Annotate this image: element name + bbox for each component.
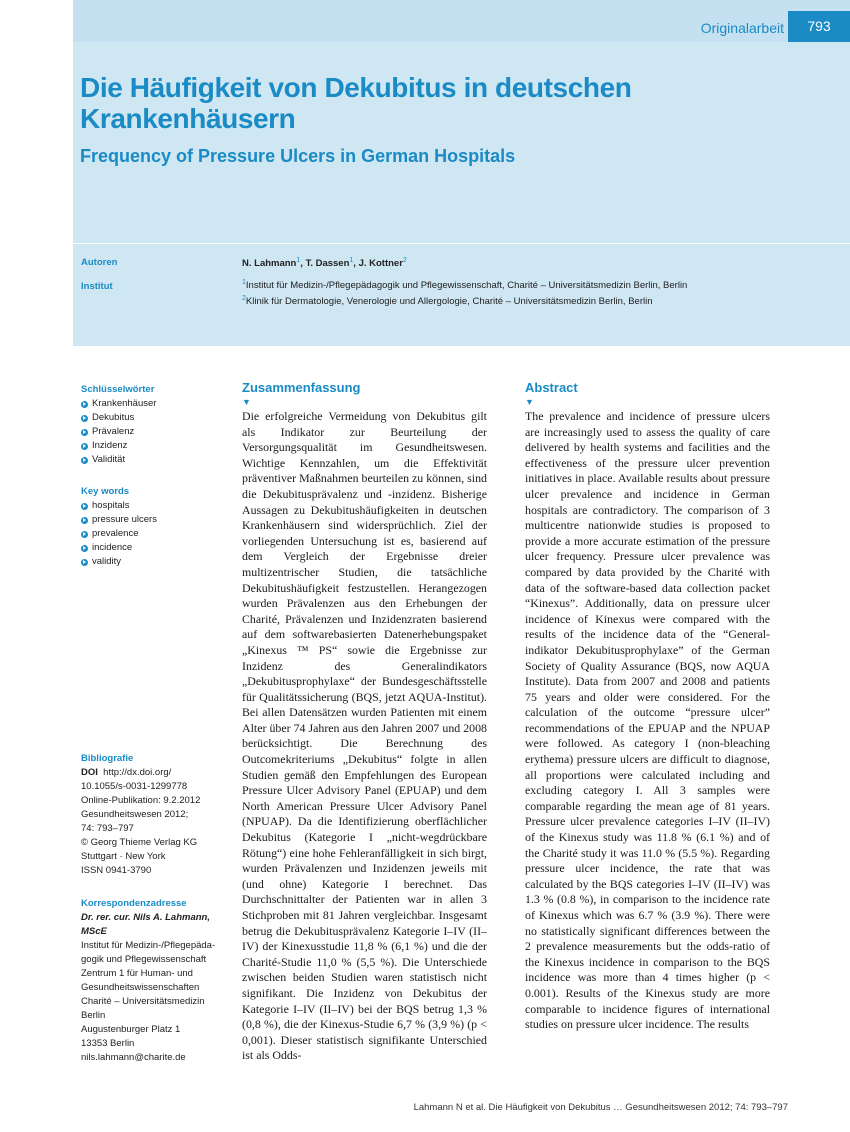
author-name: N. Lahmann [242,258,297,270]
keyword-item [81,513,231,527]
author-list: N. Lahmann$^1$, T. Dassen$^1$, J. Kottner$^2$ [242,257,407,270]
journal-pages: 74: 793–797 [81,823,134,834]
doi-url: http://dx.doi.org/ [103,767,172,778]
corr-address-line: gogik und Pflegewissenschaft [81,954,207,965]
arrow-bullet-icon [81,503,88,510]
authors-label: Autoren [81,257,118,268]
keyword-item [81,453,231,467]
keywords-de-heading: Schlüsselwörter [81,384,155,395]
institute-2 [242,295,653,307]
keyword-item [81,555,231,569]
doi-label: DOI [81,767,98,778]
arrow-bullet-icon [81,429,88,436]
abstract-english [525,380,770,1033]
keyword-item [81,541,231,555]
keyword-text: Inzidenz [92,440,128,451]
keyword-item [81,425,231,439]
abstract-english-text: The prevalence and incidence of pressure ulcers are increasingly used to assess the quality of care delivered by health systems and facilities and the effectiveness of the pressure ulcer prevention initiatives in place. Available results about pressure ulcer prevalence and incidence in German hospitals are contradictory. The comparison of 3 multicentre nationwide studies is proposed to provide a more accurate estimation of the pressure ulcer frequency. Pressure ulcer prevalence was compared by data provided by the Charité with data of the software-based data collection packet “Kinexus”. Additionally, data on pressure ulcer incidence of Kinexus were compared with the results of the incidence data of the “General-indikator Dekubitusprophylaxe” of the German Society of Quality Assurance (BQS, now AQUA Institute). Data from 2007 and 2008 and patients 75 years and older were considered. For the calculation of the outcome “pressure ulcer” recommendations of the EPUAP and the NPUAP were followed. As category I (non-bleaching erythema) pressure ulcers are difficult to diagnose, all proportions were calculated including and excluding category I. All 3 samples were comparable regarding the mean age of 81 years. Pressure ulcer prevalence categories I–IV (II–IV) of the Kinexus study was 11.8 % (6.1 %) and of the Charité study it was 11.0 % (5.5 %). Regarding pressure ulcer incidence, the rate that was calculated by the BQS categories I–IV (II–IV) was 1.3 % (0.8 %), in comparison to the incidence rate of Kinexus which was 6.7 % (3.9 %). There were no statistically significant differences between the 2 prevalence measurements but the odds-ratio of the Kinexus incidence in comparison to the BQS incidence was more than 4 times higher (p < 0.001). Results of the Kinexus study are more comparable to incidence figures of international studies on pressure ulcer incidence. The results [525,409,770,1032]
affiliation-mark: 2 [402,257,407,264]
abstract-german-text: Die erfolgreiche Vermeidung von Dekubitus gilt als Indikator zur Beurteilung der Versorgungsqualität im Gesundheitswesen. Wichtige Kennzahlen, um die Effektivität präventiver Maßnahmen beurteilen zu können, sind die Dekubitusprävalenz und -inzidenz. Bisherige Aussagen zu Dekubitushäufigkeiten in deutschen Krankenhäusern sind widersprüchlich. Ziel der vorliegenden Untersuchung ist es, basierend auf dem Vergleich der Ergebnisse dreier multizentrischer Studien, die tatsächliche Dekubitushäufigkeit festzustellen. Herangezogen wurden Prävalenzen aus den Erhebungen der Charité, Prävalenzen und Inzidenzraten basierend auf dem softwarebasierten Datenerhebungspaket „Kinexus ™ PS“ sowie die Ergebnisse zur Inzidenz des Generalindikators „Dekubitusprophylaxe“ der Bundesgeschäftsstelle für Qualitätssicherung (BQS, jetzt AQUA-Institut). Bei allen Datensätzen wurden Patienten mit einem Alter über 74 Jahren aus den Jahren 2007 und 2008 berücksichtigt. Die Berechnung des Outcomekriteriums „Dekubitus“ folgte in allen Studien gemäß den Empfehlungen des European Pressure Ulcer Advisory Panel (EPUAP) und dem North American Pressure Ulcer Advisory Panel (NPUAP). Da die Identifizierung oberflächlicher Dekubitus (Kategorie I „nicht-wegdrückbare Rötung“) eine hohe Fehleranfälligkeit in sich birgt, wurden Prävalenzen und Inzidenzen jeweils mit (und ohne) Kategorie I berechnet. Das Durchschnittalter der Patienten war in allen 3 Stichproben mit 81 Jahren vergleichbar. Insgesamt betrug die Dekubitusprävalenz Kategorie I–IV (II–IV) der Kinexusstudie 11,8 % (6,1 %) und die der Charité-Studie 11,0 % (5,5 %). Die Unterschiede zwischen beiden Studien waren statistisch nicht signifikant. Die Inzidenz von Dekubitus der Kategorie I–IV (II–IV) bei der BQS betrug 1,3 % (0,8 %), die der Kinexus-Studie 6,7 % (3,9 %) (p < 0,001). Dieser statistisch signifikante Unterschied ist als Odds- [242,409,488,1063]
keyword-text: incidence [92,542,133,553]
correspondence-heading: Korrespondenzadresse [81,898,187,909]
corr-address-line: Charité – Universitätsmedizin [81,996,205,1007]
keyword-item [81,439,231,453]
page-number: 793 [788,11,850,42]
bibliography-heading: Bibliografie [81,753,134,764]
article-title-german: Die Häufigkeit von Dekubitus in deutschen Krankenhäusern [80,72,632,134]
institute-text: Institut für Medizin-/Pflegepädagogik und Pflegewissenschaft, Charité – Universitätsmedizin Berlin, Berlin [245,280,688,292]
publisher-place: Stuttgart · New York [81,851,166,862]
keyword-text: prevalence [92,528,139,539]
keyword-text: hospitals [92,500,130,511]
keyword-item [81,527,231,541]
abstract-english-heading: Abstract [525,380,578,395]
abstract-german-heading: Zusammenfassung [242,380,361,395]
keywords-de [81,383,231,467]
affiliation-mark: 1 [349,257,354,264]
copyright: © Georg Thieme Verlag KG [81,837,198,848]
corr-name-degree: MScE [81,926,107,937]
section-marker-icon: ▼ [525,397,534,407]
keyword-text: Validität [92,454,126,465]
keyword-text: Krankenhäuser [92,398,157,409]
corr-address-line: Institut für Medizin-/Pflegepäda- [81,940,216,951]
arrow-bullet-icon [81,531,88,538]
arrow-bullet-icon [81,443,88,450]
arrow-bullet-icon [81,517,88,524]
corr-address-line: Augustenburger Platz 1 [81,1024,181,1035]
corr-email: nils.lahmann@charite.de [81,1052,186,1063]
doi-number: 10.1055/s-0031-1299778 [81,781,188,792]
corr-address-line: 13353 Berlin [81,1038,135,1049]
affiliation-mark: 1 [242,279,246,286]
arrow-bullet-icon [81,559,88,566]
affiliation-mark: 1 [296,257,301,264]
affiliation-mark: 2 [242,295,246,302]
journal-name: Gesundheitswesen 2012; [81,809,189,820]
correspondence [81,897,231,1065]
keywords-en-heading: Key words [81,486,130,497]
keyword-item [81,499,231,513]
corr-address-line: Gesundheitswissenschaften [81,982,200,993]
corr-address-line: Zentrum 1 für Human- und [81,968,193,979]
doi-line [81,766,231,780]
keyword-text: Prävalenz [92,426,135,437]
keyword-text: Dekubitus [92,412,135,423]
arrow-bullet-icon [81,401,88,408]
abstract-german [242,380,487,1064]
online-date: Online-Publikation: 9.2.2012 [81,795,201,806]
corr-address-line: Berlin [81,1010,106,1021]
arrow-bullet-icon [81,457,88,464]
keyword-item [81,411,231,425]
corr-name: Dr. rer. cur. Nils A. Lahmann, [81,912,210,923]
section-marker-icon: ▼ [242,397,251,407]
section-label: Originalarbeit [700,20,784,36]
institute-text: Klinik für Dermatologie, Venerologie und Allergologie, Charité – Universitätsmedizin Berlin, Berlin [245,296,653,308]
issn: ISSN 0941-3790 [81,865,152,876]
arrow-bullet-icon [81,415,88,422]
keyword-text: pressure ulcers [92,514,157,525]
author-name: J. Kottner [358,258,403,270]
institute-label: Institut [81,281,113,292]
bibliography [81,752,231,878]
article-title-english: Frequency of Pressure Ulcers in German Hospitals [80,146,516,166]
author-name: T. Dassen [305,258,350,270]
keywords-en [81,485,231,569]
keyword-item [81,397,231,411]
institute-1 [242,279,687,291]
keyword-text: validity [92,556,122,567]
running-footer: Lahmann N et al. Die Häufigkeit von Dekubitus … Gesundheitswesen 2012; 74: 793–797 [413,1102,788,1113]
arrow-bullet-icon [81,545,88,552]
